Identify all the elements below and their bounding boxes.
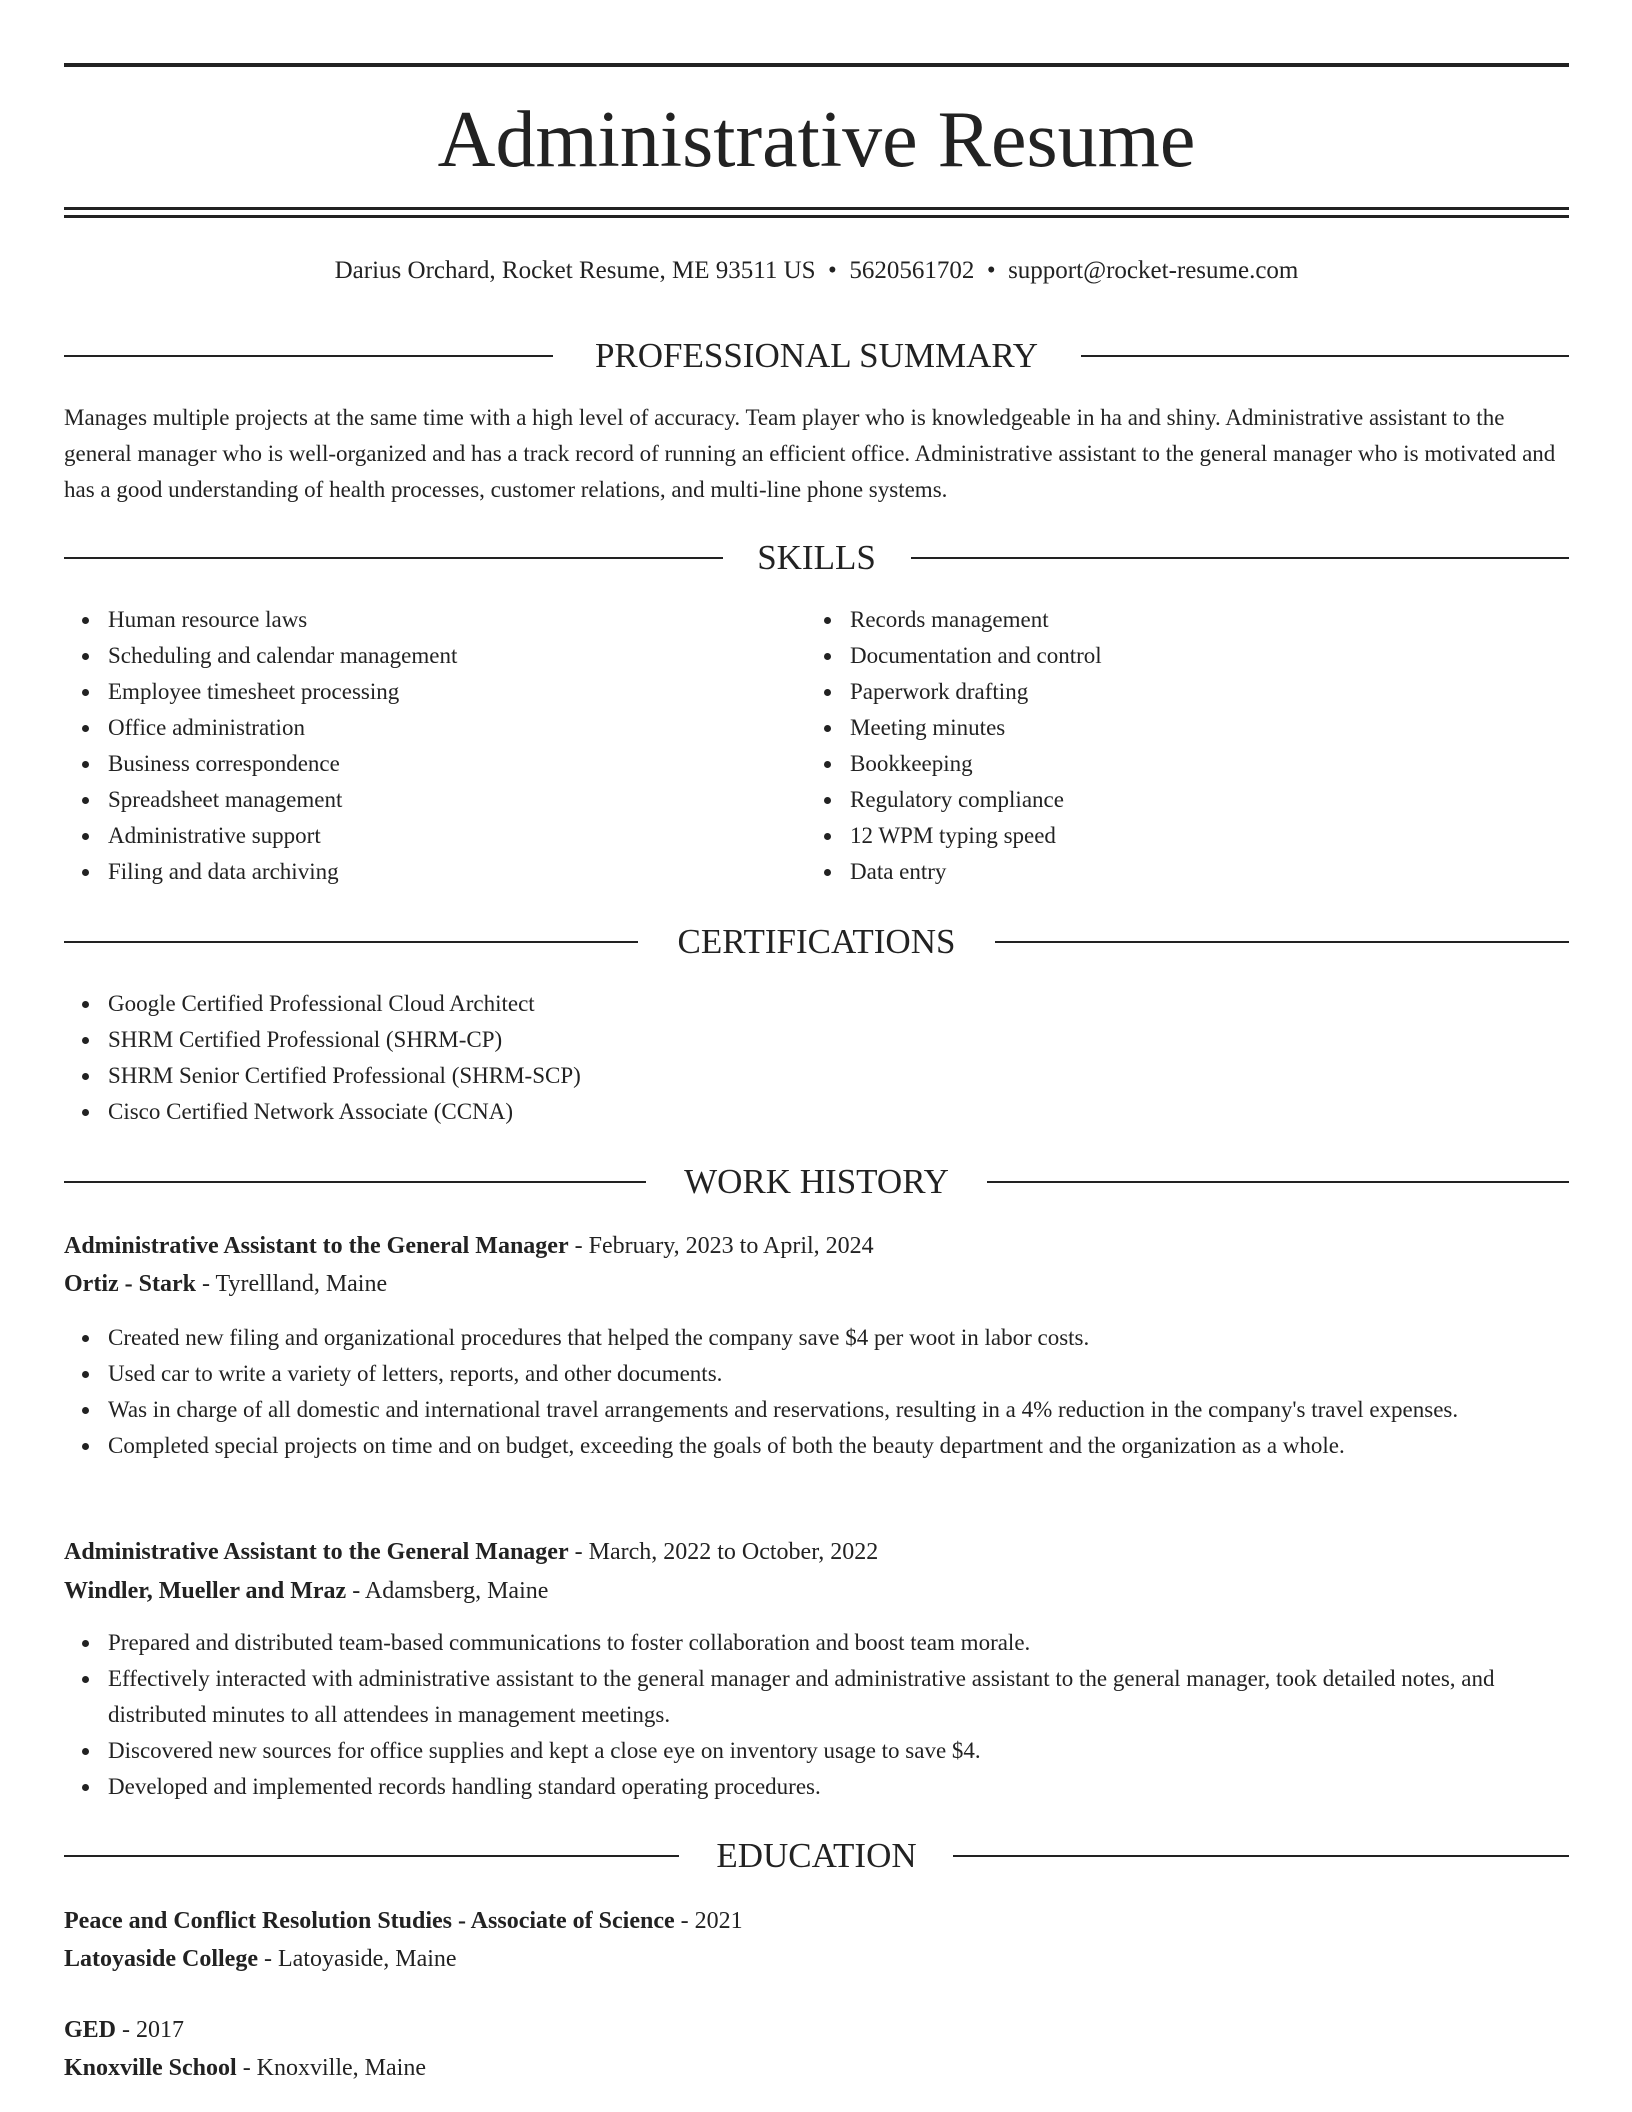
- section-title: CERTIFICATIONS: [677, 922, 956, 961]
- certifications-heading: [64, 920, 1569, 964]
- degree-year: - 2017: [116, 2017, 185, 2043]
- company-location: - Adamsberg, Maine: [346, 1578, 549, 1604]
- list-item: Effectively interacted with administrative assistant to the general manager and administrative assistant to the general manager, took detailed notes, and distributed minutes to all attendees in management meetings.: [108, 1661, 1569, 1733]
- summary-text: Manages multiple projects at the same time with a high level of accuracy. Team player who is knowledgeable in ha and shiny. Administrative assistant to the general manager who is well-organized and has a track record of running an efficient office. Administrative assistant to the general manager who is motivated and has a good understanding of health processes, customer relations, and multi-line phone systems.: [64, 405, 1556, 502]
- education-degree-line: [64, 1902, 743, 1940]
- divider-line: [911, 557, 1569, 559]
- job-dates: - February, 2023 to April, 2024: [568, 1233, 874, 1259]
- job-title-line: [64, 1533, 878, 1571]
- school-name: Latoyaside College: [64, 1946, 258, 1972]
- job-dates: - March, 2022 to October, 2022: [568, 1539, 879, 1565]
- divider-line: [953, 1855, 1569, 1857]
- job-company-line: [64, 1572, 548, 1610]
- list-item: SHRM Senior Certified Professional (SHRM-SCP): [108, 1058, 1508, 1094]
- school-location: - Knoxville, Maine: [236, 2055, 426, 2081]
- top-rule: [64, 63, 1569, 67]
- list-item: Created new filing and organizational procedures that helped the company save $4 per woot in labor costs.: [108, 1320, 1569, 1356]
- section-title: EDUCATION: [716, 1836, 917, 1875]
- school-location: - Latoyaside, Maine: [257, 1946, 457, 1972]
- list-item: Discovered new sources for office supplies and kept a close eye on inventory usage to save $4.: [108, 1733, 1569, 1769]
- education-school-line: [64, 2049, 426, 2087]
- job-title-line: [64, 1227, 874, 1265]
- divider-line: [987, 1181, 1569, 1183]
- job-bullets: [64, 1320, 1569, 1464]
- summary-heading: [64, 334, 1569, 378]
- list-item: Was in charge of all domestic and international travel arrangements and reservations, resulting in a 4% reduction in the company's travel expenses.: [108, 1392, 1569, 1428]
- list-item: Spreadsheet management: [108, 782, 808, 818]
- list-item: Used car to write a variety of letters, reports, and other documents.: [108, 1356, 1569, 1392]
- divider-line: [995, 941, 1569, 943]
- skills-list-right: [806, 602, 1550, 890]
- list-item: Documentation and control: [850, 638, 1550, 674]
- school-name: Knoxville School: [64, 2055, 237, 2081]
- resume-title: Administrative Resume: [437, 96, 1196, 184]
- list-item: Google Certified Professional Cloud Architect: [108, 986, 1508, 1022]
- list-item: 12 WPM typing speed: [850, 818, 1550, 854]
- list-item: Administrative support: [108, 818, 808, 854]
- degree-year: - 2021: [674, 1908, 743, 1934]
- education-heading: [64, 1834, 1569, 1878]
- education-school-line: [64, 1940, 457, 1978]
- list-item: Completed special projects on time and on budget, exceeding the goals of both the beauty department and the organization as a whole.: [108, 1428, 1569, 1464]
- degree-name: Peace and Conflict Resolution Studies - Associate of Science: [64, 1908, 675, 1934]
- list-item: Meeting minutes: [850, 710, 1550, 746]
- section-title: PROFESSIONAL SUMMARY: [594, 336, 1039, 375]
- list-item: Human resource laws: [108, 602, 808, 638]
- skills-list-left: [64, 602, 808, 890]
- work-history-heading: [64, 1160, 1569, 1204]
- list-item: Employee timesheet processing: [108, 674, 808, 710]
- education-degree-line: [64, 2011, 184, 2049]
- list-item: Scheduling and calendar management: [108, 638, 808, 674]
- section-title: SKILLS: [757, 538, 876, 577]
- certifications-list: [64, 986, 1508, 1130]
- divider-line: [1081, 355, 1569, 357]
- title-rule-lower: [64, 215, 1569, 218]
- job-title: Administrative Assistant to the General Manager: [64, 1233, 569, 1259]
- company-location: - Tyrellland, Maine: [195, 1271, 388, 1297]
- list-item: Data entry: [850, 854, 1550, 890]
- list-item: Office administration: [108, 710, 808, 746]
- list-item: Bookkeeping: [850, 746, 1550, 782]
- degree-name: GED: [64, 2017, 117, 2043]
- title-rule-upper: [64, 207, 1569, 210]
- contact-address: Darius Orchard, Rocket Resume, ME 93511 US: [334, 257, 816, 284]
- job-company-line: [64, 1265, 387, 1303]
- job-bullets: [64, 1625, 1569, 1805]
- contact-email: support@rocket-resume.com: [1008, 257, 1299, 284]
- contact-line: Darius Orchard, Rocket Resume, ME 93511 US • 5620561702 • support@rocket-resume.com: [334, 257, 1299, 284]
- section-title: WORK HISTORY: [684, 1162, 949, 1201]
- list-item: Cisco Certified Network Associate (CCNA): [108, 1094, 1508, 1130]
- list-item: Records management: [850, 602, 1550, 638]
- list-item: Developed and implemented records handling standard operating procedures.: [108, 1769, 1569, 1805]
- list-item: Business correspondence: [108, 746, 808, 782]
- company-name: Ortiz - Stark: [64, 1271, 196, 1297]
- job-title: Administrative Assistant to the General Manager: [64, 1539, 569, 1565]
- list-item: SHRM Certified Professional (SHRM-CP): [108, 1022, 1508, 1058]
- contact-phone: 5620561702: [849, 257, 975, 284]
- list-item: Prepared and distributed team-based communications to foster collaboration and boost team morale.: [108, 1625, 1569, 1661]
- company-name: Windler, Mueller and Mraz: [64, 1578, 347, 1604]
- skills-heading: [64, 536, 1569, 580]
- list-item: Regulatory compliance: [850, 782, 1550, 818]
- list-item: Filing and data archiving: [108, 854, 808, 890]
- list-item: Paperwork drafting: [850, 674, 1550, 710]
